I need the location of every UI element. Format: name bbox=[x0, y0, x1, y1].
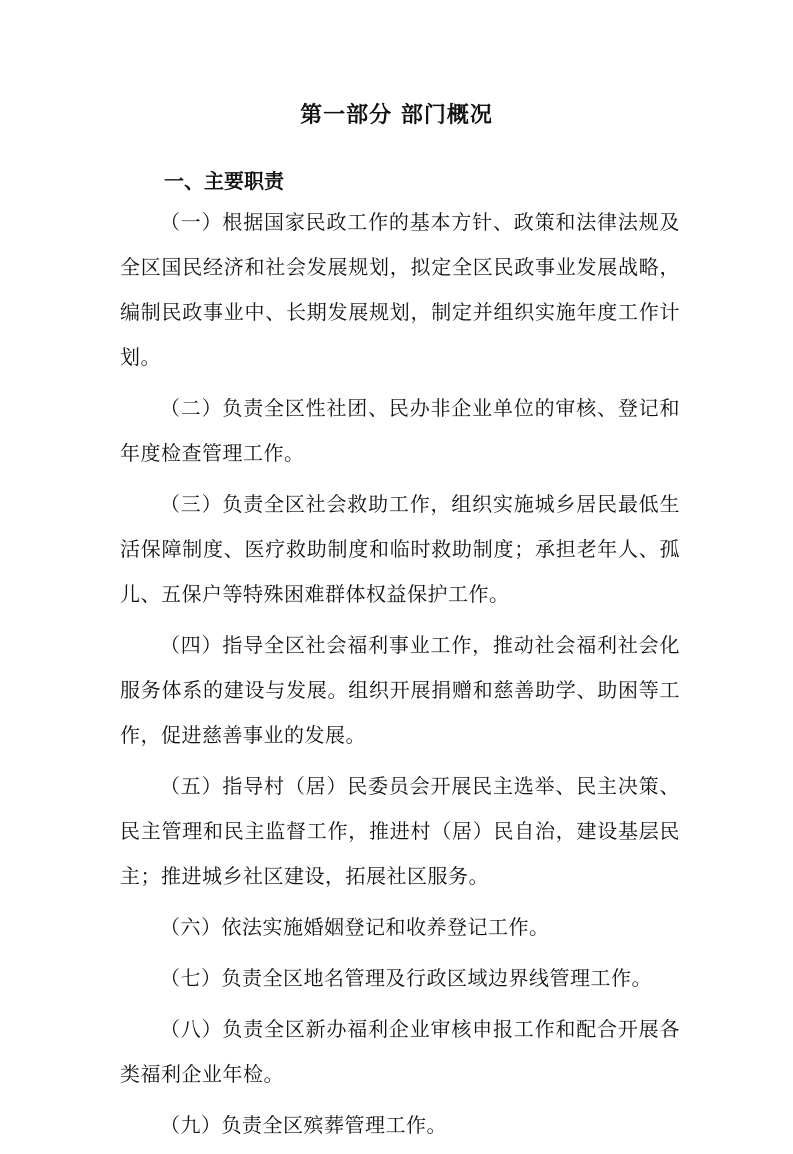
duty-paragraph-7: （七）负责全区地名管理及行政区域边界线管理工作。 bbox=[160, 966, 652, 990]
page-title: 第一部分 部门概况 bbox=[300, 103, 493, 128]
duty-paragraph-9: （九）负责全区殡葬管理工作。 bbox=[160, 1113, 447, 1137]
duty-paragraph-6: （六）依法实施婚姻登记和收养登记工作。 bbox=[160, 915, 550, 939]
duty-paragraph-8: （八）负责全区新办福利企业审核申报工作和配合开展各类福利企业年检。 bbox=[120, 1017, 680, 1086]
duty-paragraph-5: （五）指导村（居）民委员会开展民主选举、民主决策、民主管理和民主监督工作，推进村（居）民自治，建设基层民主；推进城乡社区建设，拓展社区服务。 bbox=[120, 774, 680, 888]
duty-paragraph-3: （三）负责全区社会救助工作，组织实施城乡居民最低生活保障制度、医疗救助制度和临时救助制度；承担老年人、孤儿、五保户等特殊困难群体权益保护工作。 bbox=[120, 492, 680, 606]
duty-paragraph-2: （二）负责全区性社团、民办非企业单位的审核、登记和年度检查管理工作。 bbox=[120, 396, 680, 465]
section-heading-main-duties: 一、主要职责 bbox=[164, 169, 284, 193]
duties-list bbox=[120, 200, 680, 1154]
duty-paragraph-4: （四）指导全区社会福利事业工作，推动社会福利社会化服务体系的建设与发展。组织开展捐赠和慈善助学、助困等工作，促进慈善事业的发展。 bbox=[120, 633, 680, 747]
duty-paragraph-1: （一）根据国家民政工作的基本方针、政策和法律法规及全区国民经济和社会发展规划，拟定全区民政事业发展战略，编制民政事业中、长期发展规划，制定并组织实施年度工作计划。 bbox=[120, 210, 680, 369]
